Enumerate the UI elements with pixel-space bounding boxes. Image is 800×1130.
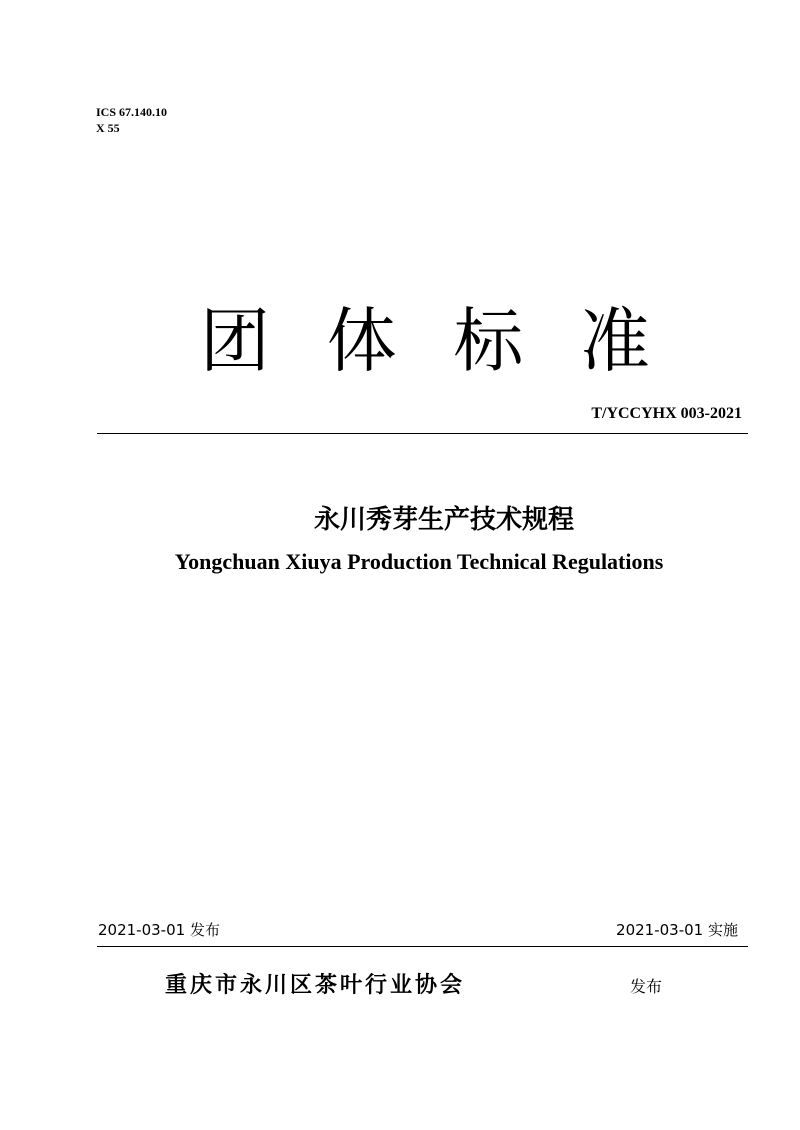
standard-type-char: 标 [453,300,524,382]
standard-type-char: 体 [326,300,397,382]
standard-type-heading [200,296,650,386]
chinese-title: 永川秀芽生产技术规程 [313,505,574,535]
implement-date: 2021-03-01 实施 [616,921,738,939]
standard-number: T/YCCYHX 003-2021 [591,405,742,422]
classification-codes [96,104,167,136]
header-divider [97,433,748,434]
standard-type-char: 准 [579,300,650,382]
footer-divider [97,946,748,947]
issuer-action: 发布 [630,977,663,996]
issuer-name: 重庆市永川区茶叶行业协会 [165,973,466,998]
ccs-code: X 55 [96,121,120,135]
english-title: Yongchuan Xiuya Production Technical Regulations [174,549,664,574]
standard-type-char: 团 [200,300,270,382]
ics-code: ICS 67.140.10 [96,105,168,119]
publish-date: 2021-03-01 发布 [98,921,220,939]
